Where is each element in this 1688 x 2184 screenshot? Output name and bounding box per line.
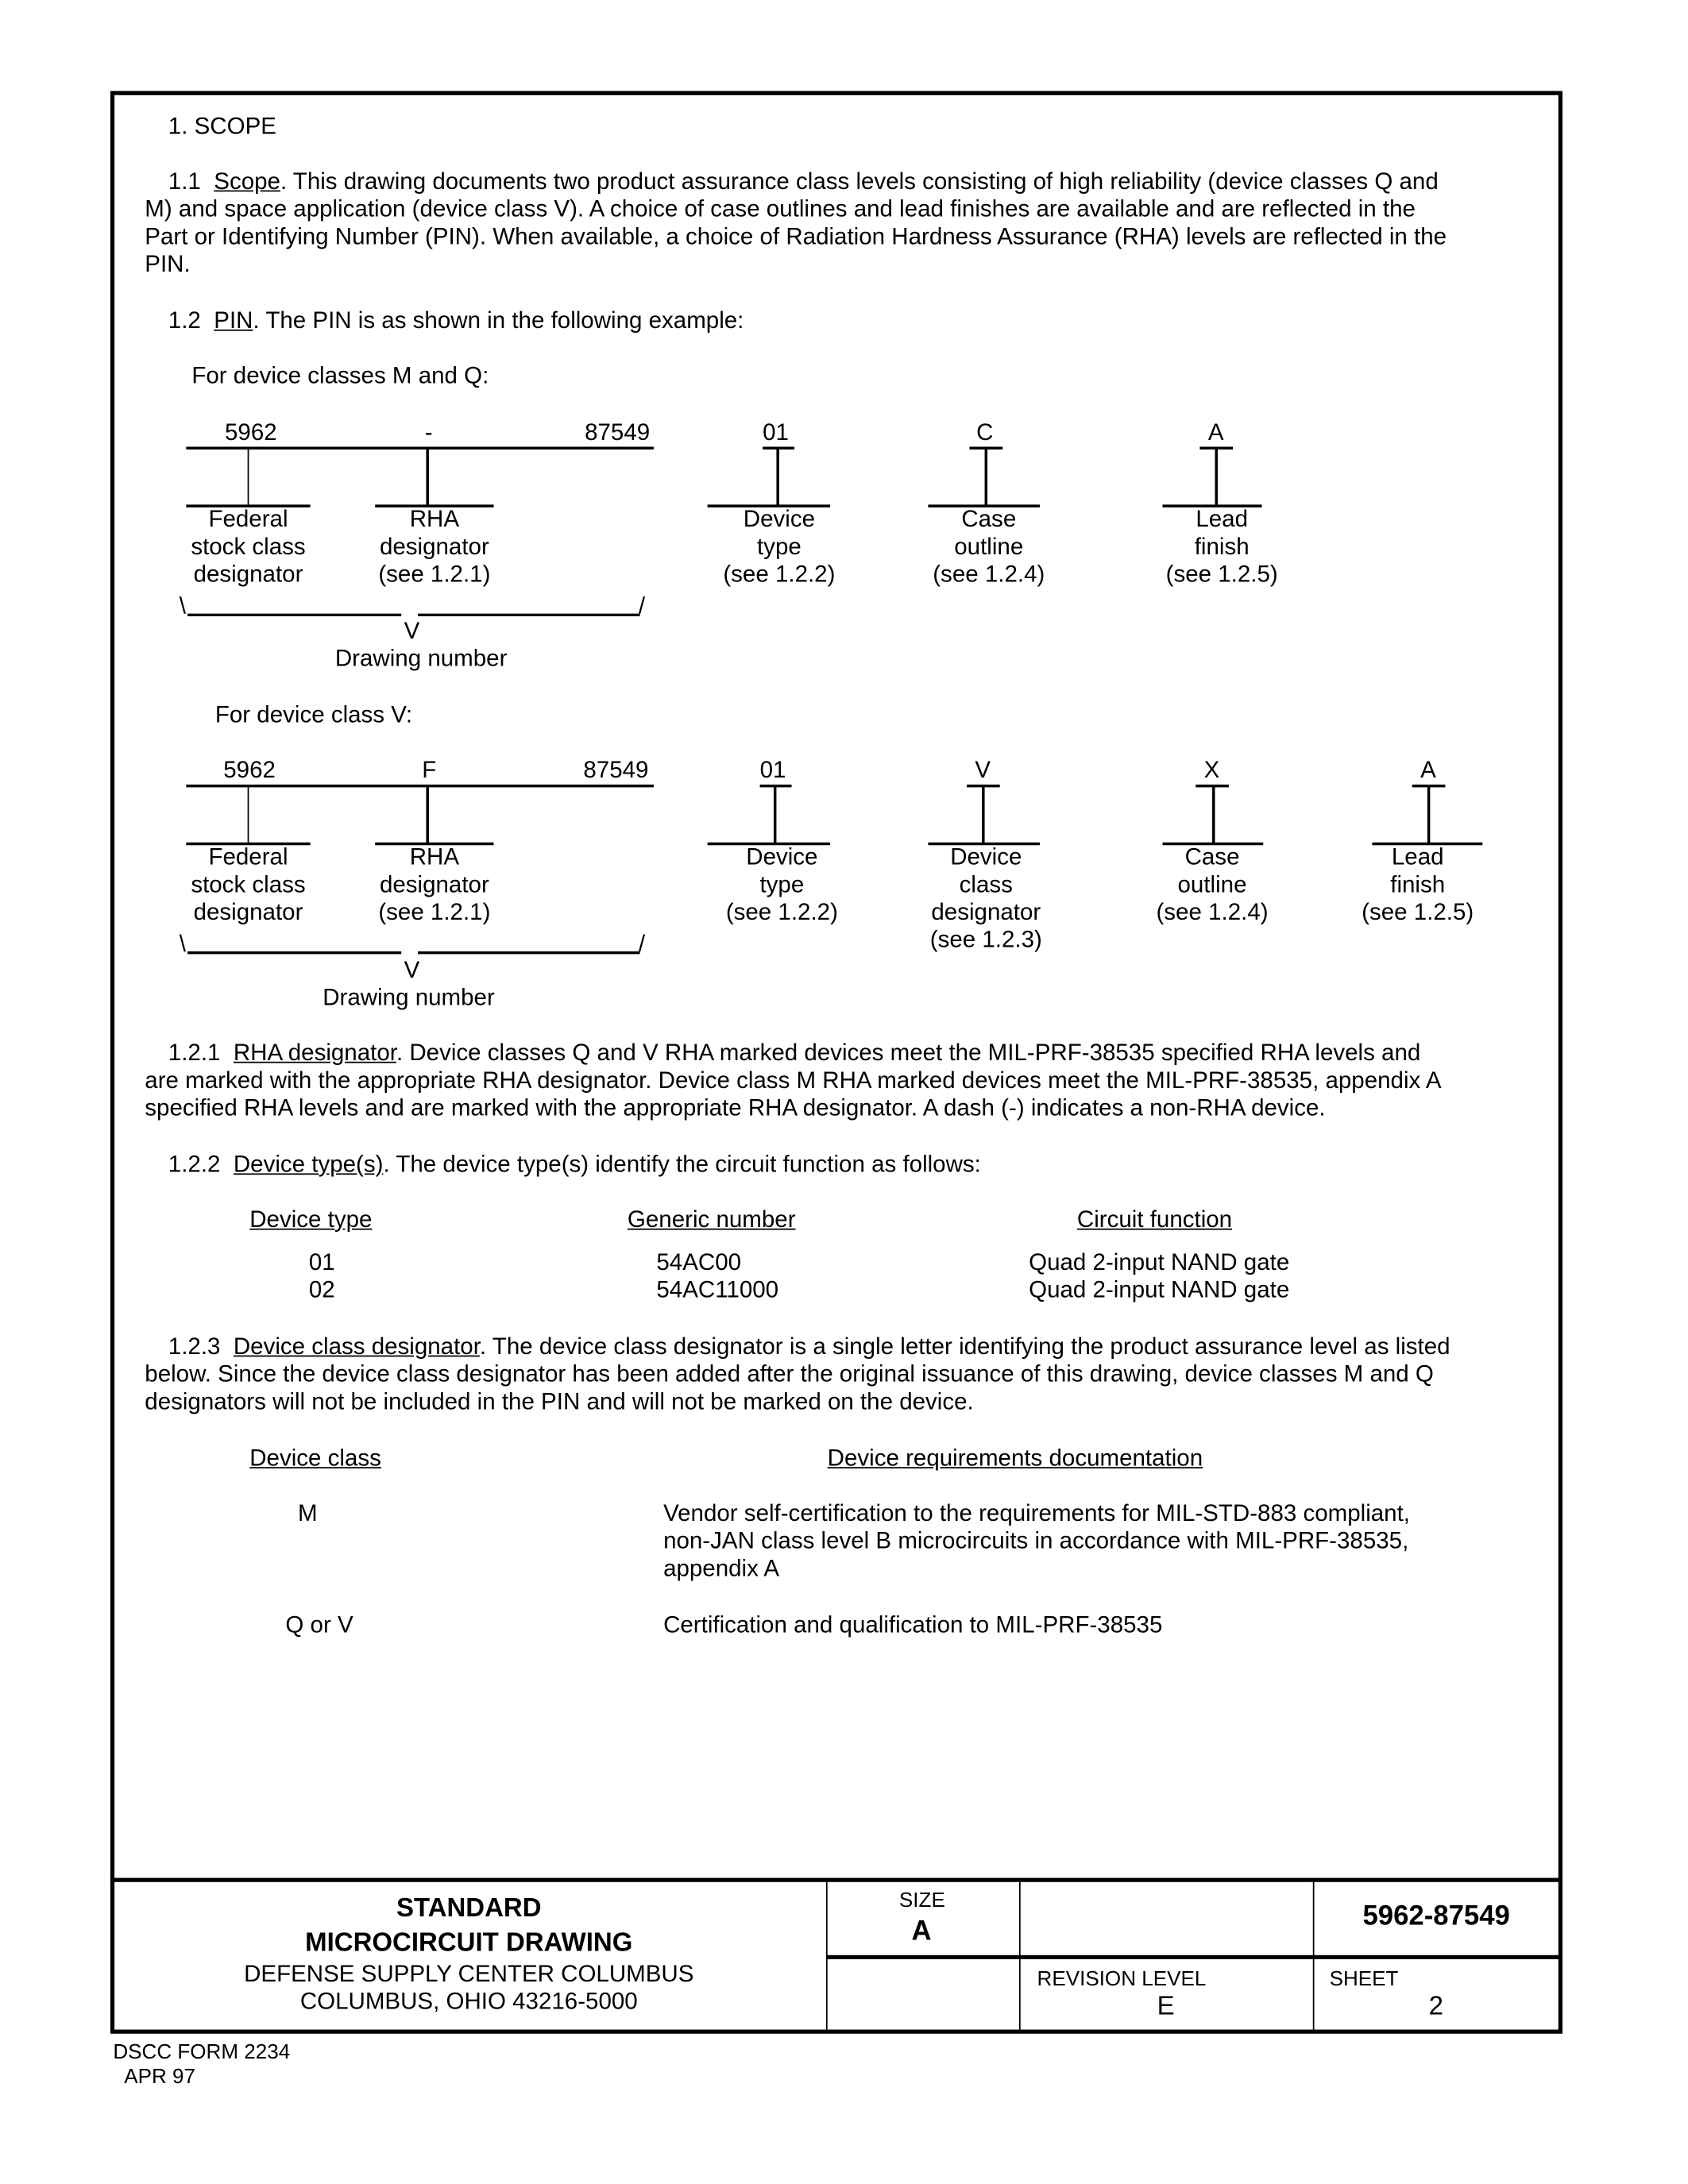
para-1-2-3-line: designators will not be included in the PIN and will not be marked on the device. — [145, 1388, 974, 1415]
text: . The PIN is as shown in the following example: — [253, 307, 744, 334]
table-cell: M — [297, 1499, 318, 1526]
section-number: 1.2.2 — [168, 1151, 221, 1178]
brace-left: \ — [179, 592, 186, 619]
pin-code: 87549 — [585, 419, 651, 446]
column-header: Device type — [249, 1206, 373, 1233]
brace-right: / — [638, 592, 646, 619]
para-1-2-3-line — [168, 1333, 1450, 1361]
table-cell: 54AC11000 — [656, 1276, 779, 1303]
drawing-number-label: Drawing number — [323, 984, 495, 1011]
table-cell: Vendor self-certification to the requirements for MIL-STD-883 compliant, non-JAN class level B microcircuits in accordance with MIL-PRF-38535, appendix A — [663, 1499, 1410, 1582]
title-line: STANDARD — [396, 1894, 542, 1924]
form-date: APR 97 — [124, 2065, 196, 2089]
pin-code: 5962 — [223, 757, 276, 784]
drawing-number: 5962-87549 — [1362, 1901, 1510, 1932]
divider — [110, 1878, 1562, 1882]
pin-code: X — [1203, 757, 1220, 784]
brace-left: \ — [179, 930, 186, 957]
pin-code: A — [1420, 757, 1436, 784]
pin-caption: Federal stock class designator — [191, 843, 306, 925]
para-1-2-2 — [168, 1152, 981, 1179]
brace-right: / — [638, 930, 646, 957]
pin-caption: Device class designator (see 1.2.3) — [929, 843, 1042, 953]
section-number: 1.2 — [168, 307, 201, 334]
column-header: Device class — [249, 1445, 381, 1472]
pin-caption: RHA designator (see 1.2.1) — [378, 843, 491, 925]
title-line: MICROCIRCUIT DRAWING — [305, 1928, 633, 1958]
drawing-number-label: Drawing number — [334, 645, 508, 672]
section-heading: 1. SCOPE — [168, 113, 276, 140]
pin-code: 87549 — [583, 757, 649, 784]
size-value: A — [911, 1916, 932, 1947]
divider — [826, 1955, 1559, 1959]
section-title: RHA designator — [233, 1040, 396, 1067]
pin-code: - — [424, 419, 433, 446]
brace-point: V — [404, 956, 420, 983]
section-title: Device class designator — [233, 1333, 480, 1360]
text: . The device type(s) identify the circuit function as follows: — [383, 1151, 981, 1178]
section-number: 1.2.3 — [168, 1333, 221, 1360]
org-line: DEFENSE SUPPLY CENTER COLUMBUS — [244, 1960, 694, 1987]
section-title: Scope — [214, 168, 280, 195]
revision-label: REVISION LEVEL — [1037, 1967, 1207, 1991]
table-cell: 01 — [308, 1248, 335, 1275]
pin-code: 01 — [763, 419, 789, 446]
para-1-1-line: Part or Identifying Number (PIN). When available, a choice of Radiation Hardness Assurance (RHA) levels are reflected in the — [145, 223, 1447, 250]
section-number: 1.2.1 — [168, 1040, 221, 1067]
para-1-2-1-line — [168, 1040, 1421, 1067]
pin-caption: Federal stock class designator — [191, 506, 306, 588]
table-cell: 02 — [308, 1276, 335, 1303]
column-header: Device requirements documentation — [827, 1445, 1203, 1472]
section-number: 1.1 — [168, 168, 201, 195]
text: . The device class designator is a single letter identifying the product assurance level as listed — [479, 1333, 1450, 1360]
table-cell: Quad 2-input NAND gate — [1029, 1248, 1290, 1275]
size-label: SIZE — [898, 1889, 945, 1912]
pin-v-label: For device class V: — [214, 701, 413, 728]
table-cell: 54AC00 — [656, 1248, 742, 1275]
sheet-value: 2 — [1428, 1992, 1443, 2022]
pin-code: A — [1207, 419, 1224, 446]
form-number: DSCC FORM 2234 — [113, 2040, 291, 2064]
pin-code: 5962 — [224, 419, 277, 446]
pin-mq-label: For device classes M and Q: — [191, 362, 489, 389]
table-cell: Certification and qualification to MIL-PRF-38535 — [663, 1611, 1163, 1638]
pin-caption: Device type (see 1.2.2) — [723, 506, 836, 588]
table-cell: Q or V — [285, 1611, 353, 1638]
org-line: COLUMBUS, OHIO 43216-5000 — [299, 1988, 638, 2015]
pin-code: V — [975, 757, 991, 784]
text: . Device classes Q and V RHA marked devices meet the MIL-PRF-38535 specified RHA levels and — [396, 1040, 1421, 1067]
pin-caption: Case outline (see 1.2.4) — [933, 506, 1045, 588]
column-header: Generic number — [627, 1206, 796, 1233]
pin-code: F — [422, 757, 437, 784]
para-1-1-line: M) and space application (device class V). A choice of case outlines and lead finishes are available and are reflected in the — [145, 195, 1416, 222]
brace-point: V — [404, 617, 420, 644]
section-title: PIN — [214, 307, 253, 334]
table-cell: Quad 2-input NAND gate — [1029, 1276, 1290, 1303]
pin-code: 01 — [759, 757, 786, 784]
pin-caption: Lead finish (see 1.2.5) — [1165, 506, 1278, 588]
para-1-1-line: PIN. — [145, 250, 191, 277]
para-1-2-1-line: are marked with the appropriate RHA designator. Device class M RHA marked devices meet the MIL-PRF-38535, appendix A — [145, 1067, 1442, 1094]
pin-caption: Case outline (see 1.2.4) — [1156, 843, 1269, 925]
pin-caption: Lead finish (see 1.2.5) — [1362, 843, 1474, 925]
para-1-2-3-line: below. Since the device class designator has been added after the original issuance of this drawing, device classes M and Q — [145, 1360, 1434, 1387]
text: . This drawing documents two product assurance class levels consisting of high reliability (device classes Q and — [280, 168, 1439, 195]
column-header: Circuit function — [1076, 1206, 1233, 1233]
pin-caption: Device type (see 1.2.2) — [725, 843, 838, 925]
revision-value: E — [1157, 1992, 1175, 2022]
pin-code: C — [976, 419, 994, 446]
para-1-2-1-line: specified RHA levels and are marked with the appropriate RHA designator. A dash (-) indicates a non-RHA device. — [145, 1094, 1326, 1121]
section-title: Device type(s) — [233, 1151, 384, 1178]
pin-caption: RHA designator (see 1.2.1) — [378, 506, 491, 588]
sheet-label: SHEET — [1329, 1967, 1399, 1991]
